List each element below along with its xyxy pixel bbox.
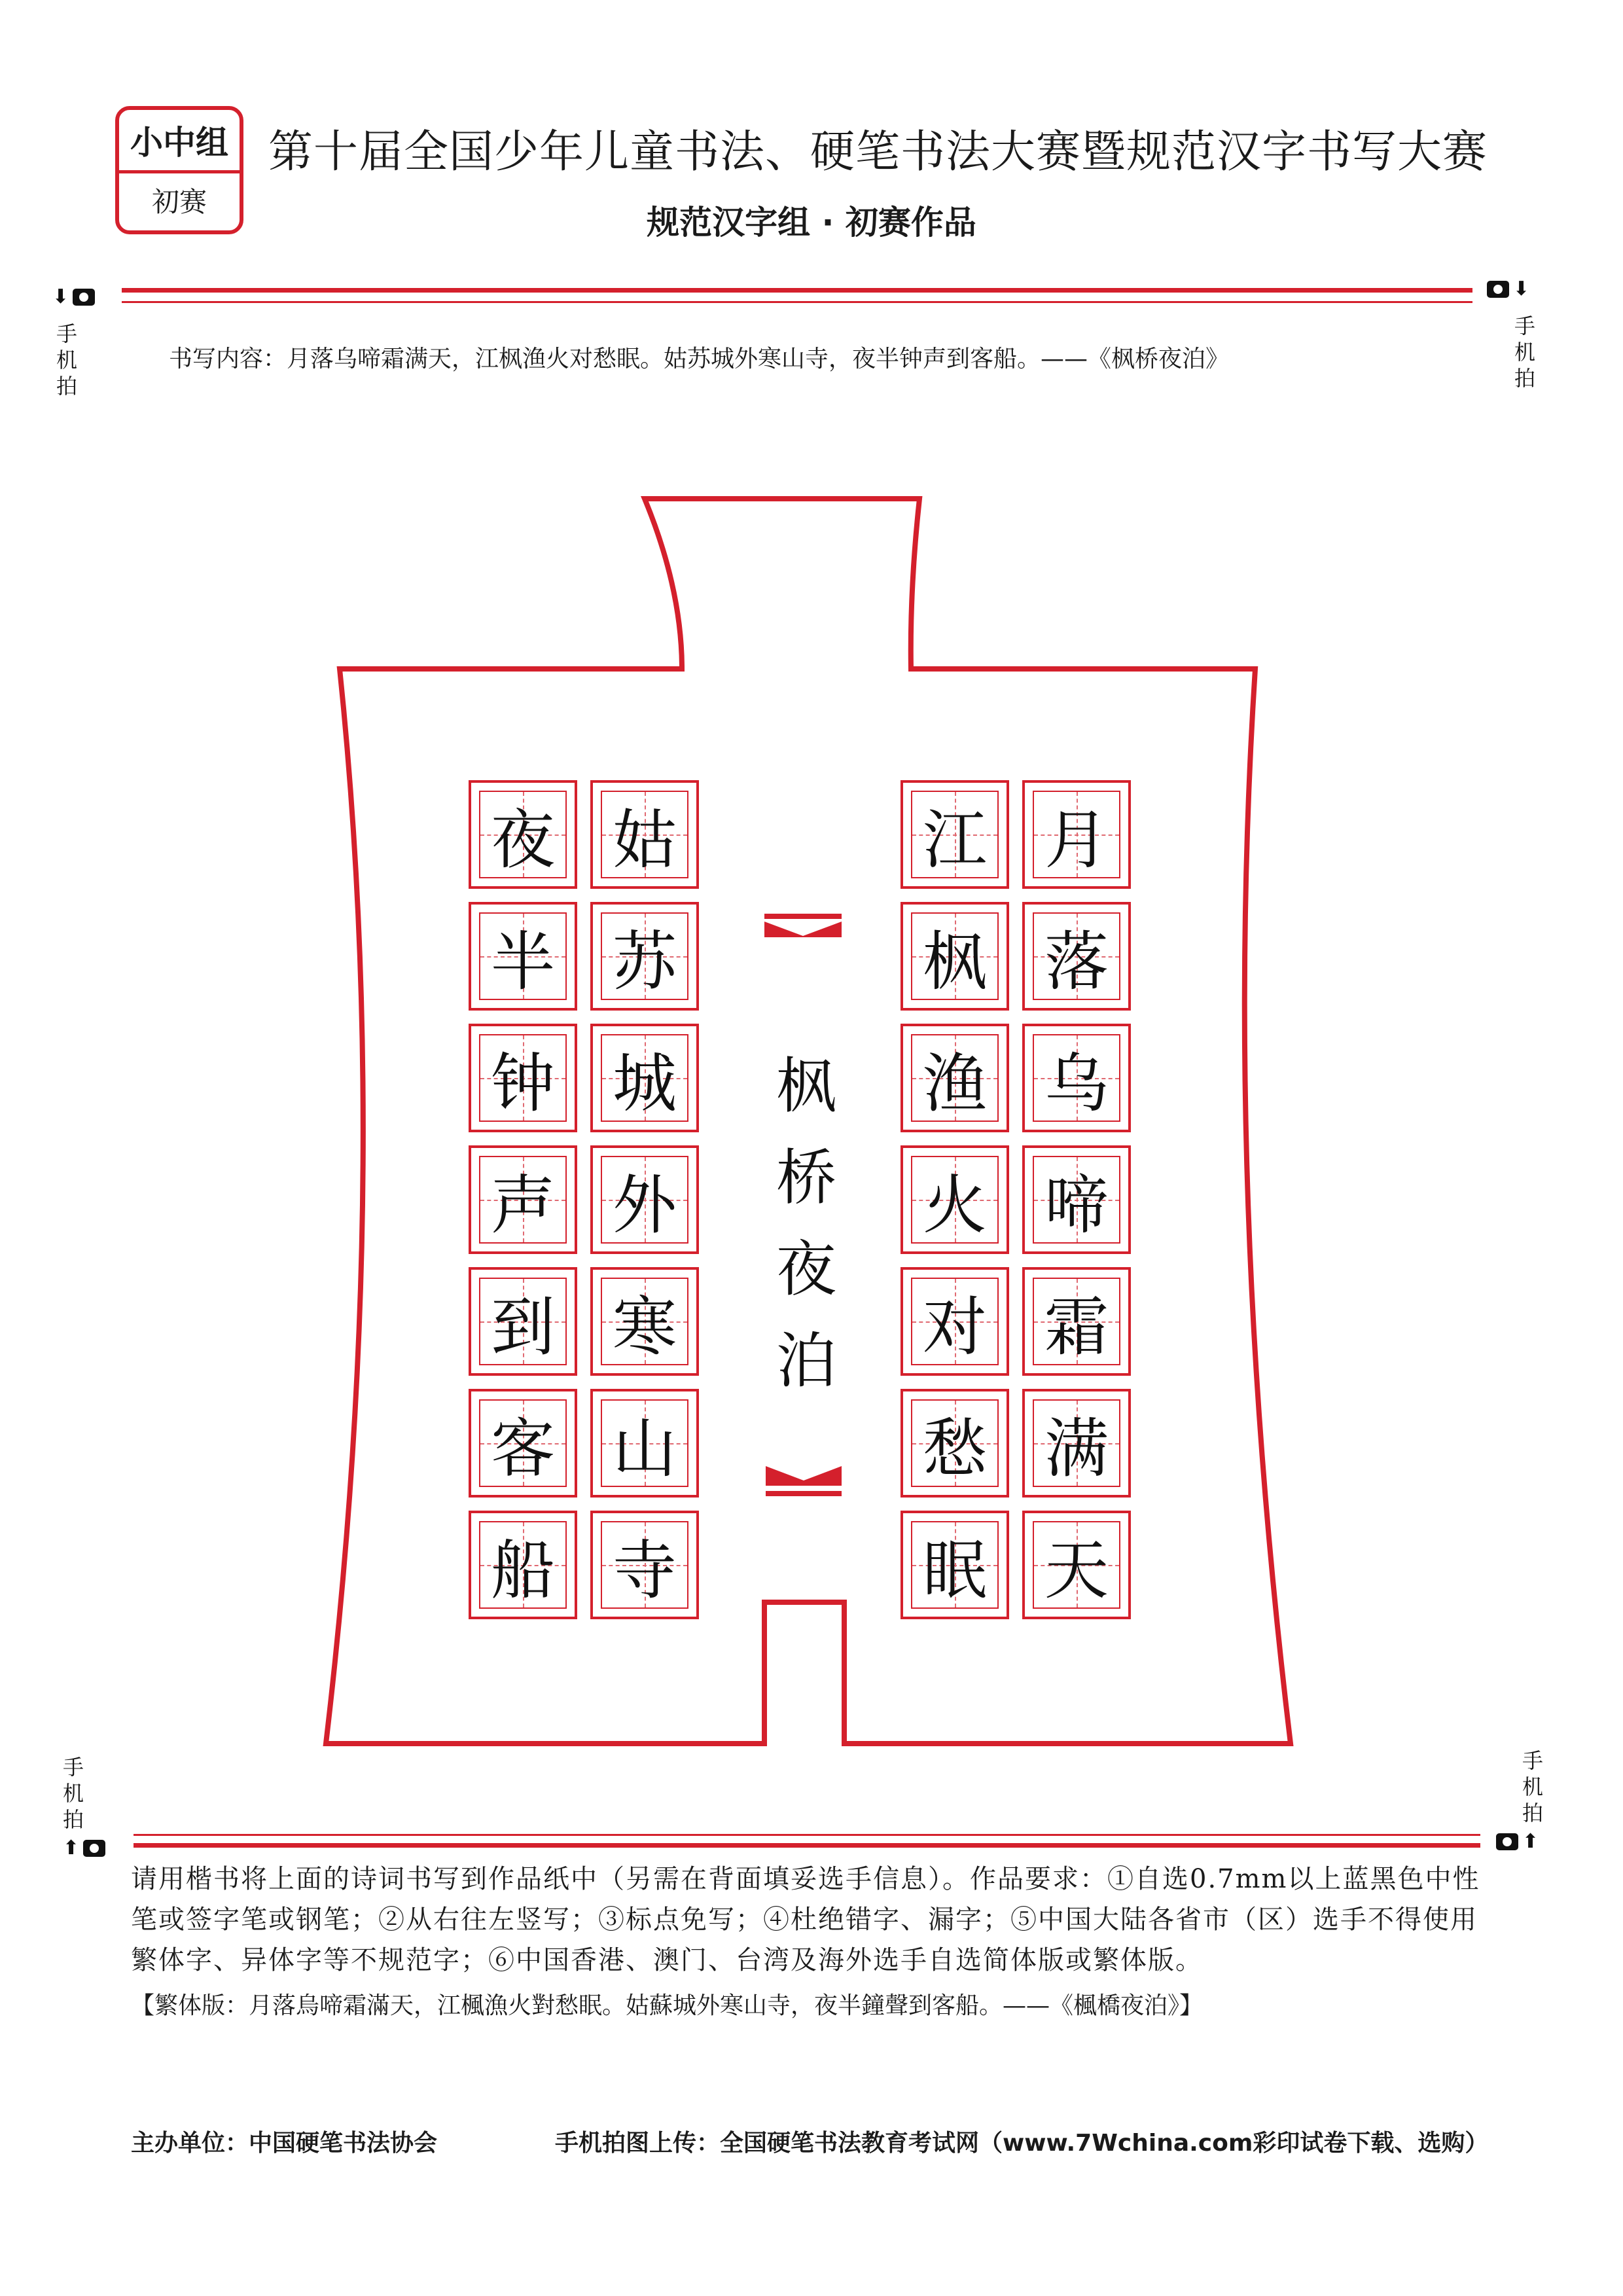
writing-cell: [590, 780, 699, 889]
poem-title-char: 枫: [776, 1051, 836, 1121]
poem-char: 天: [1044, 1533, 1109, 1608]
poem-char: 愁: [922, 1411, 987, 1486]
writing-cell: [469, 1024, 577, 1132]
bottom-rule-thick: [134, 1843, 1480, 1848]
poem-char: 啼: [1044, 1168, 1109, 1243]
writing-cell: [469, 902, 577, 1011]
poem-char: 船: [490, 1533, 555, 1608]
poem-char: 寺: [612, 1533, 677, 1608]
photo-label-char: 手: [62, 1755, 84, 1780]
photo-label-char: 拍: [62, 1807, 84, 1832]
arrow-down-icon: ⬇: [52, 285, 69, 308]
poem-char: 霜: [1044, 1289, 1109, 1365]
writing-cell: [590, 1389, 699, 1498]
poem-char: 半: [490, 924, 555, 999]
writing-cell: [901, 1145, 1009, 1254]
poem-char: 眠: [922, 1533, 987, 1608]
writing-cell: [590, 1024, 699, 1132]
poem-char: 枫: [922, 924, 987, 999]
camera-icon: [83, 1840, 105, 1857]
photo-label-char: 机: [62, 1781, 84, 1806]
poem-char: 城: [612, 1046, 677, 1121]
photo-label-bottom-right: [1520, 1748, 1546, 1826]
traditional-version-text: 【繁体版：月落烏啼霜滿天，江楓漁火對愁眠。姑蘇城外寒山寺，夜半鐘聲到客船。——《楓橋夜泊》】: [131, 1992, 1204, 2019]
writing-cell: [1022, 902, 1131, 1011]
writing-content-line: 书写内容：月落乌啼霜满天，江枫渔火对愁眠。姑苏城外寒山寺，夜半钟声到客船。——《枫桥夜泊》: [169, 346, 1230, 372]
bottom-rule-thin: [134, 1834, 1480, 1836]
poem-char: 夜: [490, 802, 555, 878]
poem-char: 姑: [612, 802, 677, 878]
poem-char: 钟: [490, 1046, 555, 1121]
writing-cell: [469, 780, 577, 889]
photo-label-char: 拍: [1514, 366, 1535, 391]
writing-cell: [469, 1145, 577, 1254]
writing-cell: [1022, 1511, 1131, 1619]
writing-cell: [469, 1511, 577, 1619]
poem-char: 江: [922, 802, 987, 878]
arrow-up-icon: ⬆: [1522, 1830, 1539, 1853]
badge-stage-label: 初赛: [151, 186, 207, 218]
instructions-text: 请用楷书将上面的诗词书写到作品纸中（另需在背面填妥选手信息）。作品要求：①自选0.7mm以上蓝黑色中性笔或签字笔或钢笔；②从右往左竖写；③标点免写；④杜绝错字、漏字；⑤中国大陆各省市（区）选手不得使用繁体字、异体字等不规范字；⑥中国香港、澳门、台湾及海外选手自选简体版或繁体版。: [131, 1864, 1480, 1975]
writing-cell: [901, 902, 1009, 1011]
poem-char: 落: [1044, 924, 1109, 999]
photo-label-char: 手: [56, 321, 77, 346]
page-title: 第十届全国少年儿童书法、硬笔书法大赛暨规范汉字书写大赛: [268, 126, 1488, 178]
writing-cell: [590, 1511, 699, 1619]
writing-cell: [901, 780, 1009, 889]
poem-char: 火: [922, 1168, 987, 1243]
upload-info-text: 手机拍图上传：全国硬笔书法教育考试网（www.7Wchina.com彩印试卷下载、选购）: [555, 2130, 1489, 2157]
poem-char: 山: [612, 1411, 677, 1486]
poem-char: 乌: [1044, 1046, 1109, 1121]
title-ornament-bottom: [766, 1466, 842, 1496]
photo-marker-bottom-right: [1496, 1830, 1539, 1853]
photo-label-char: 手: [1522, 1748, 1543, 1773]
poem-char: 外: [612, 1168, 677, 1243]
arrow-down-icon: ⬇: [1513, 278, 1530, 300]
photo-label-char: 机: [1514, 340, 1535, 365]
writing-cell: [1022, 780, 1131, 889]
writing-cell: [1022, 1389, 1131, 1498]
writing-cell: [901, 1024, 1009, 1132]
poem-char: 客: [490, 1411, 555, 1486]
poem-char: 到: [490, 1289, 555, 1365]
badge-group-label: 小中组: [119, 110, 240, 173]
writing-cell: [901, 1389, 1009, 1498]
title-ornament-top: [764, 914, 842, 937]
poem-title-char: 泊: [776, 1326, 836, 1396]
writing-cell: [1022, 1267, 1131, 1376]
photo-label-char: 机: [1522, 1774, 1543, 1799]
poem-char: 寒: [612, 1289, 677, 1365]
writing-cell: [1022, 1145, 1131, 1254]
poem-char: 苏: [612, 924, 677, 999]
photo-label-char: 拍: [1522, 1801, 1543, 1825]
photo-label-char: 手: [1514, 314, 1535, 338]
writing-cell: [1022, 1024, 1131, 1132]
writing-cell: [469, 1267, 577, 1376]
writing-cell: [590, 1267, 699, 1376]
photo-label-bottom-left: [60, 1754, 86, 1833]
poem-char: 渔: [922, 1046, 987, 1121]
poem-title-char: 桥: [776, 1143, 836, 1213]
organizer-text: 主办单位：中国硬笔书法协会: [131, 2130, 438, 2157]
writing-cell: [590, 1145, 699, 1254]
photo-label-char: 拍: [56, 374, 77, 399]
arrow-up-icon: ⬆: [63, 1837, 80, 1859]
photo-label-char: 机: [56, 348, 77, 372]
writing-cell: [901, 1267, 1009, 1376]
camera-icon: [1496, 1833, 1518, 1850]
page-subtitle: 规范汉字组 · 初赛作品: [647, 204, 976, 242]
writing-cell: [590, 902, 699, 1011]
poem-char: 声: [490, 1168, 555, 1243]
poem-title: [774, 1041, 839, 1407]
poem-char: 月: [1044, 802, 1109, 878]
writing-cell: [901, 1511, 1009, 1619]
poem-char: 满: [1044, 1411, 1109, 1486]
writing-cell: [469, 1389, 577, 1498]
photo-marker-bottom-left: [63, 1837, 105, 1859]
poem-char: 对: [922, 1289, 987, 1365]
poem-title-char: 夜: [776, 1234, 836, 1304]
